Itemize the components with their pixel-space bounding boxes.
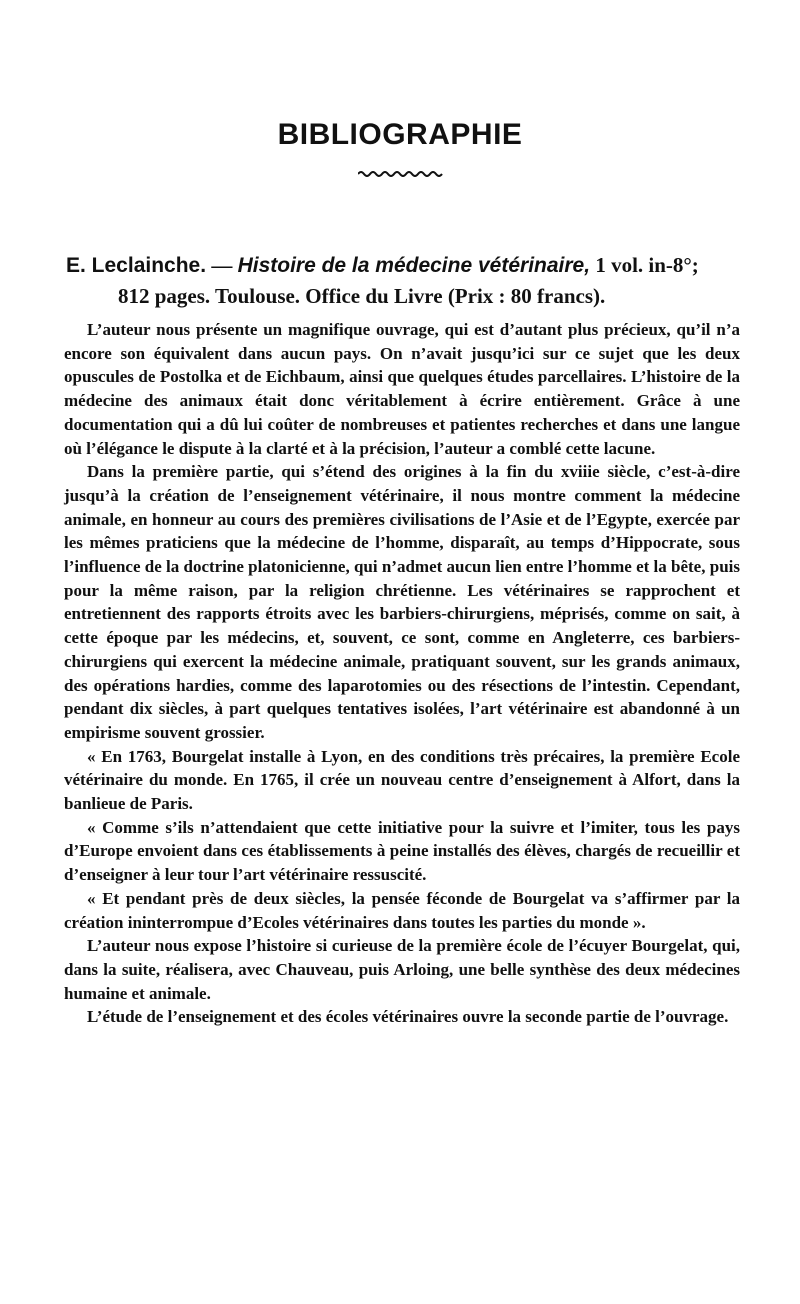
review-body [64,318,740,1029]
paragraph: L’auteur nous expose l’histoire si curieuse de la première école de l’écuyer Bourgelat, qui, dans la suite, réalisera, avec Chauveau, puis Arloing, une belle synthèse des deux médecines humaine et animale. [64,936,740,1003]
entry-dash: — [206,253,238,277]
wavy-ornament [358,168,444,180]
entry-details-line2: 812 pages. Toulouse. Office du Livre (Prix : 80 francs). [118,284,606,308]
bibliography-entry [66,250,746,311]
entry-details-line1: 1 vol. in-8°; [590,253,699,277]
entry-author: E. Leclainche. [66,254,207,277]
paragraph: Dans la première partie, qui s’étend des origines à la fin du xviiie siècle, c’est-à-dire jusqu’à la création de l’enseignement vétérinaire, il nous montre comment la médecine animale, en honneur au cours des premières civilisations de l’Asie et de l’Egypte, exercée par les mêmes praticiens que la médecine de l’homme, disparaît, au temps d’Hippocrate, sous l’influence de la doctrine platonicienne, qui n’admet aucun lien entre l’homme et la bête, puis pour la même raison, par la religion chrétienne. Les vétérinaires se rapprochent et entretiennent des rapports étroits avec les barbiers-chirurgiens, méprisés, comme on sait, à cette époque par les médecins, et, souvent, ce sont, comme en Angleterre, ces barbiers-chirurgiens qui exercent la médecine animale, pratiquant souvent, sur les grands animaux, des opérations hardies, comme des laparotomies ou des résections de l’intestin. Cependant, pendant dix siècles, à part quelques tentatives isolées, l’art vétérinaire est abandonné à un empirisme souvent grossier. [64,462,740,742]
paragraph: « Comme s’ils n’attendaient que cette initiative pour la suivre et l’imiter, tous les pays d’Europe envoient dans ces établissements à peine installés des élèves, chargés de recueillir et d’enseigner à leur tour l’art vétérinaire ressuscité. [64,817,740,885]
page-title: BIBLIOGRAPHIE [277,118,523,151]
paragraph: « En 1763, Bourgelat installe à Lyon, en des conditions très précaires, la première Ecole vétérinaire du monde. En 1765, il crée un nouveau centre d’enseignement à Alfort, dans la banlieue de Paris. [64,746,740,814]
entry-book-title: Histoire de la médecine vétérinaire, [237,254,591,277]
paragraph: L’auteur nous présente un magnifique ouvrage, qui est d’autant plus précieux, qu’il n’a encore son équivalent dans aucun pays. On n’avait jusqu’ici sur ce sujet que les deux opuscules de Postolka et de Eichbaum, ainsi que quelques études parcellaires. L’histoire de la médecine des animaux était donc véritablement à écrire entièrement. Grâce à une documentation qui a dû lui coûter de nombreuses et patientes recherches et dans une langue où l’élégance le dispute à la clarté et à la précision, l’auteur a comblé cette lacune. [64,320,740,458]
paragraph: L’étude de l’enseignement et des écoles vétérinaires ouvre la seconde partie de l’ouvrage. [87,1007,729,1027]
paragraph: « Et pendant près de deux siècles, la pensée féconde de Bourgelat va s’affirmer par la création ininterrompue d’Ecoles vétérinaires dans toutes les parties du monde ». [64,888,740,932]
